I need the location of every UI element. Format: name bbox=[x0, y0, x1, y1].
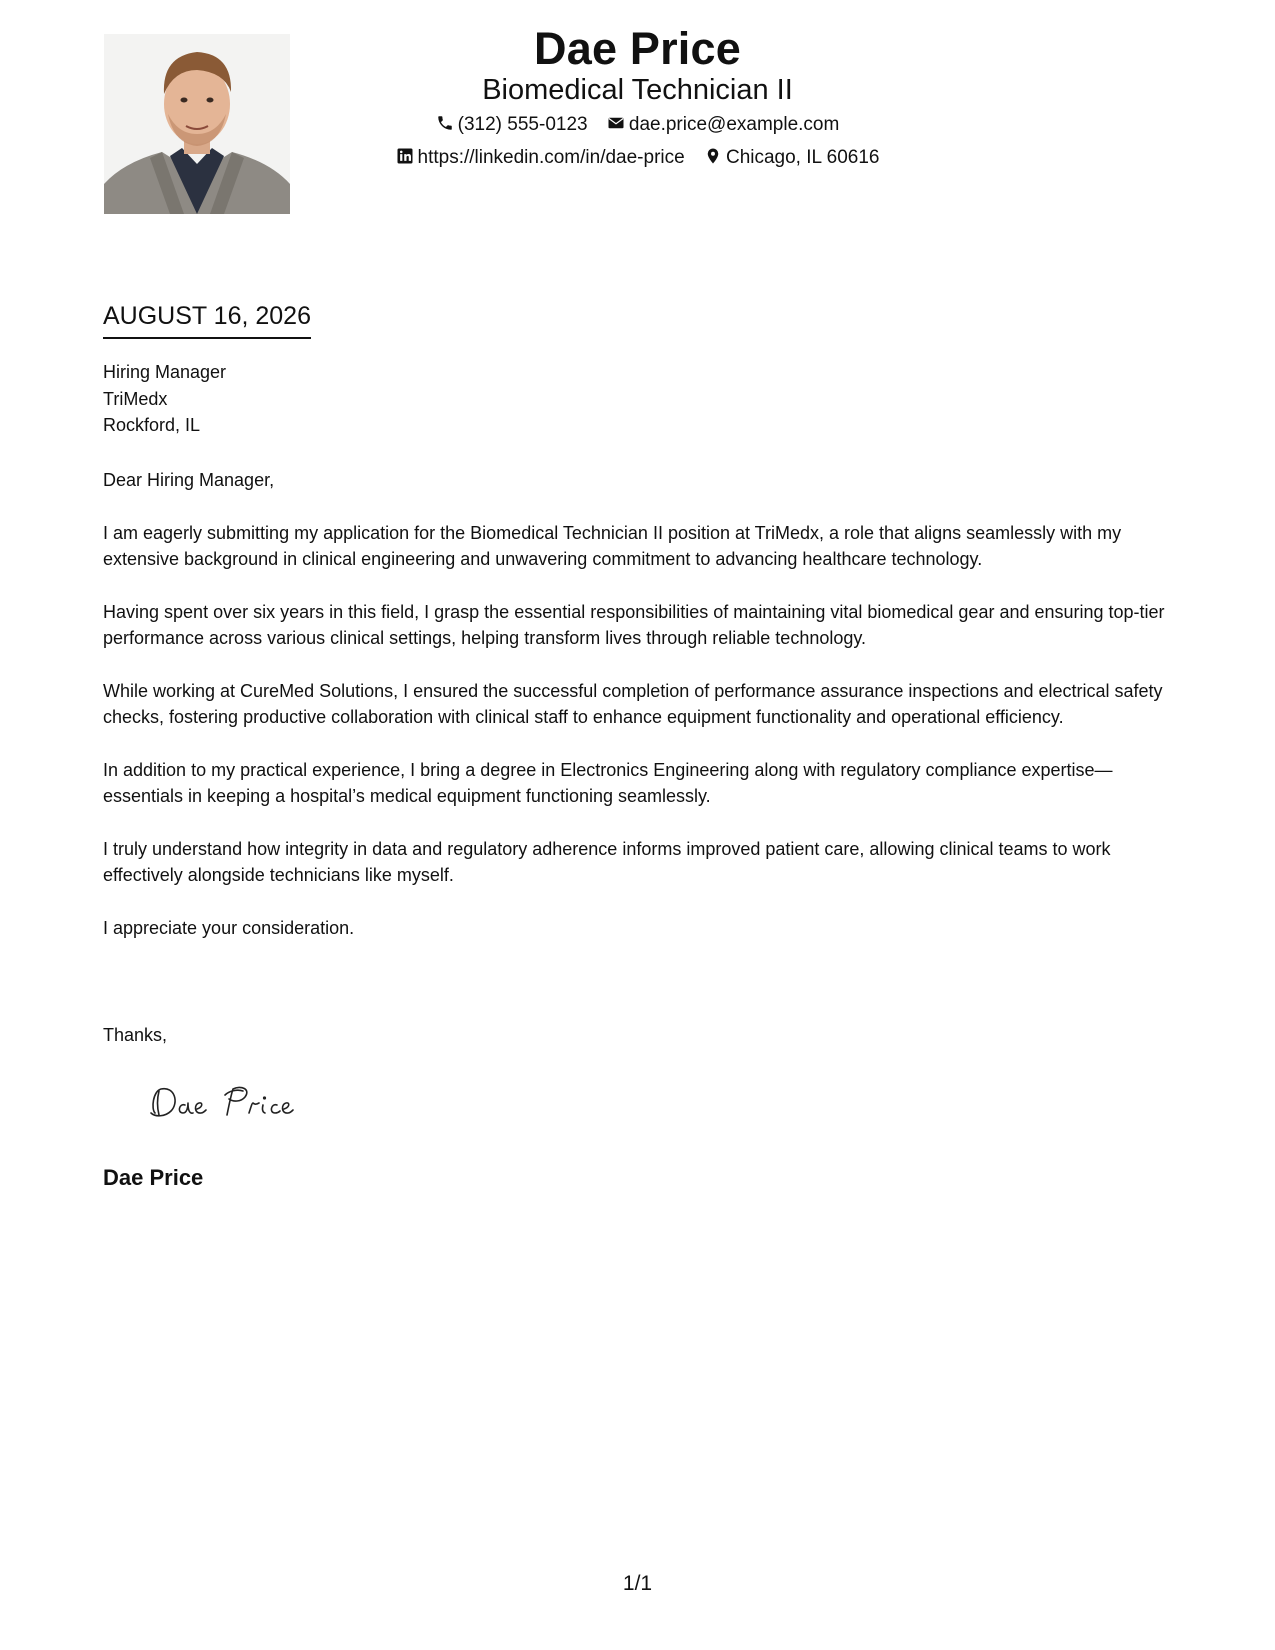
phone-icon bbox=[436, 114, 454, 132]
body-paragraph: I truly understand how integrity in data and regulatory adherence informs improved patient care, allowing clinical teams to work effectively alongside technicians like myself. bbox=[103, 838, 1111, 885]
body-paragraph: Having spent over six years in this field, I grasp the essential responsibilities of maintaining vital biomedical gear and ensuring top-tier performance across various clinical settings, helping transform lives through reliable technology. bbox=[103, 601, 1165, 648]
linkedin-icon bbox=[396, 147, 414, 165]
envelope-icon bbox=[607, 114, 625, 132]
signer-name: Dae Price bbox=[103, 1165, 204, 1190]
email-text: dae.price@example.com bbox=[628, 114, 840, 135]
salutation: Dear Hiring Manager, bbox=[103, 470, 275, 490]
contact-location bbox=[704, 146, 880, 170]
linkedin-text: https://linkedin.com/in/dae-price bbox=[417, 147, 685, 168]
body-paragraph: I appreciate your consideration. bbox=[103, 917, 355, 938]
page-indicator: 1/1 bbox=[622, 1572, 653, 1595]
contact-row-secondary bbox=[0, 146, 1275, 170]
contact-email[interactable] bbox=[607, 113, 839, 137]
candidate-name: Dae Price bbox=[534, 23, 741, 74]
job-title: Biomedical Technician II bbox=[482, 74, 793, 106]
recipient-company: TriMedx bbox=[103, 388, 168, 409]
location-text: Chicago, IL 60616 bbox=[725, 147, 880, 168]
recipient-name: Hiring Manager bbox=[103, 362, 227, 382]
contact-phone[interactable] bbox=[436, 113, 588, 137]
closing-line: Thanks, bbox=[103, 1025, 168, 1045]
body-paragraph: I am eagerly submitting my application for the Biomedical Technician II position at TriMedx, a role that aligns seamlessly with my extensive background in clinical engineering and unwavering commitment to advancing healthcare technology. bbox=[103, 522, 1122, 569]
contact-linkedin[interactable] bbox=[396, 146, 685, 170]
recipient-block bbox=[103, 359, 226, 439]
body-paragraph: While working at CureMed Solutions, I ensured the successful completion of performance assurance inspections and electrical safety checks, fostering productive collaboration with clinical staff to enhance equipment functionality and operational efficiency. bbox=[103, 680, 1163, 727]
contact-row-primary bbox=[0, 113, 1275, 137]
letter-body bbox=[103, 467, 1173, 967]
recipient-location: Rockford, IL bbox=[103, 415, 201, 435]
phone-text: (312) 555-0123 bbox=[457, 114, 588, 135]
body-paragraph: In addition to my practical experience, I bring a degree in Electronics Engineering along with regulatory compliance expertise—essentials in keeping a hospital’s medical equipment functioning seamlessly. bbox=[103, 759, 1113, 806]
handwritten-signature bbox=[145, 1083, 325, 1123]
map-pin-icon bbox=[704, 147, 722, 165]
letter-date: AUGUST 16, 2026 bbox=[103, 300, 311, 339]
